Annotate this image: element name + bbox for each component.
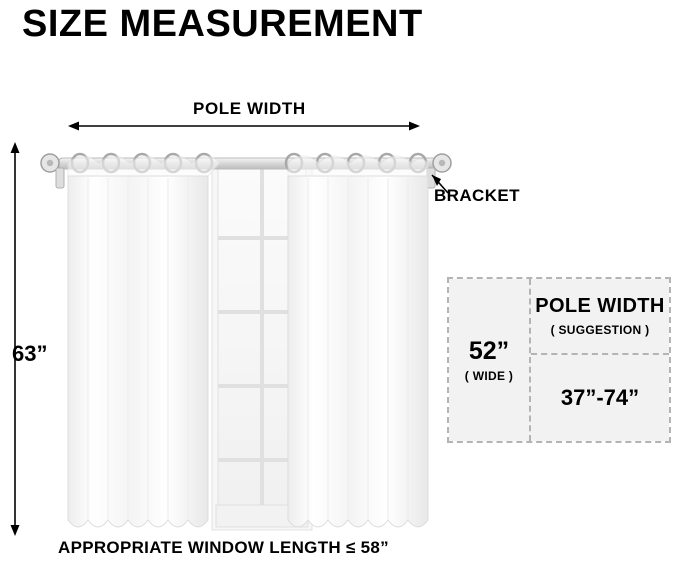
spec-pole-width-range: 37”-74”	[560, 385, 640, 410]
pole-width-label: POLE WIDTH	[193, 99, 306, 118]
spec-width-value: 52”	[468, 337, 510, 365]
page-title: SIZE MEASUREMENT	[22, 3, 423, 45]
curtain-height-label: 63”	[12, 341, 48, 366]
height-dimension-arrow	[8, 142, 22, 536]
curtain-panel-left	[68, 154, 220, 527]
bracket-label: BRACKET	[434, 186, 520, 205]
spec-pole-width-note: ( SUGGESTION )	[550, 323, 650, 337]
pole-width-dimension-arrow	[68, 120, 420, 132]
spec-pole-width-range-cell	[531, 355, 669, 441]
spec-width-note: ( WIDE )	[464, 369, 514, 383]
window-length-caption: APPROPRIATE WINDOW LENGTH ≤ 58”	[58, 538, 389, 557]
spec-pole-width-title: POLE WIDTH	[535, 295, 665, 317]
spec-width-cell	[449, 279, 531, 441]
spec-pole-width-cell	[531, 279, 669, 441]
curtain-panel-right	[286, 154, 428, 527]
spec-pole-width-header	[531, 279, 669, 355]
specification-box	[447, 277, 671, 443]
